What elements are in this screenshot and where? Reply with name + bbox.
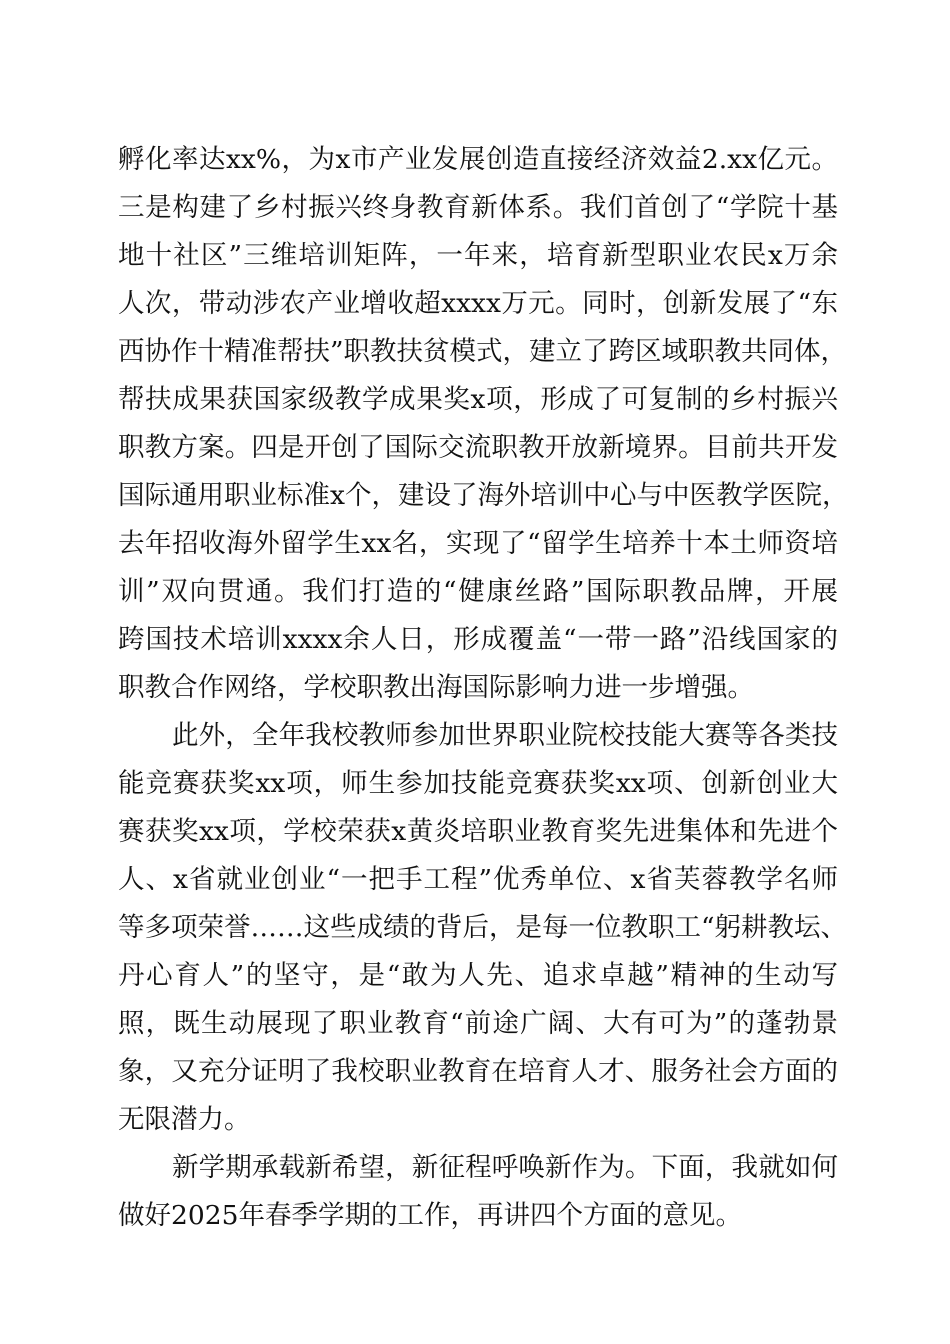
text-line: 西协作十精准帮扶”职教扶贫模式，建立了跨区域职教共同体，: [118, 336, 848, 367]
text-line: 去年招收海外留学生xx名，实现了“留学生培养十本土师资培: [118, 528, 838, 559]
text-line: 三是构建了乡村振兴终身教育新体系。我们首创了“学院十基: [118, 192, 838, 223]
text-line: 国际通用职业标准x个，建设了海外培训中心与中医教学医院，: [118, 480, 849, 511]
text-line: 等多项荣誉……这些成绩的背后，是每一位教职工“躬耕教坛、: [118, 912, 848, 943]
paragraph-start-line: 新学期承载新希望，新征程呼唤新作为。下面，我就如何: [172, 1152, 838, 1183]
text-line: 照，既生动展现了职业教育“前途广阔、大有可为”的蓬勃景: [118, 1008, 838, 1039]
text-line: 能竞赛获奖xx项，师生参加技能竞赛获奖xx项、创新创业大: [118, 768, 838, 799]
paragraph-end-line: 职教合作网络，学校职教出海国际影响力进一步增强。: [118, 672, 754, 703]
text-line: 象，又充分证明了我校职业教育在培育人才、服务社会方面的: [118, 1056, 838, 1087]
paragraph-end-line: 无限潜力。: [118, 1104, 251, 1135]
paragraph-end-line: 做好2025年春季学期的工作，再讲四个方面的意见。: [118, 1200, 742, 1231]
text-line: 人、x省就业创业“一把手工程”优秀单位、x省芙蓉教学名师: [118, 864, 838, 895]
text-line: 人次，带动涉农产业增收超xxxx万元。同时，创新发展了“东: [118, 288, 838, 319]
paragraph-start-line: 此外，全年我校教师参加世界职业院校技能大赛等各类技: [172, 720, 838, 751]
text-line: 跨国技术培训xxxx余人日，形成覆盖“一带一路”沿线国家的: [118, 624, 838, 655]
text-line: 职教方案。四是开创了国际交流职教开放新境界。目前共开发: [118, 432, 838, 463]
text-line: 训”双向贯通。我们打造的“健康丝路”国际职教品牌，开展: [118, 576, 838, 607]
text-line: 赛获奖xx项，学校荣获x黄炎培职业教育奖先进集体和先进个: [118, 816, 838, 847]
text-line: 丹心育人”的坚守，是“敢为人先、追求卓越”精神的生动写: [118, 960, 838, 991]
text-line: 帮扶成果获国家级教学成果奖x项，形成了可复制的乡村振兴: [118, 384, 838, 415]
text-line: 孵化率达xx%，为x市产业发展创造直接经济效益2.xx亿元。: [118, 144, 838, 175]
text-line: 地十社区”三维培训矩阵，一年来，培育新型职业农民x万余: [118, 240, 838, 271]
